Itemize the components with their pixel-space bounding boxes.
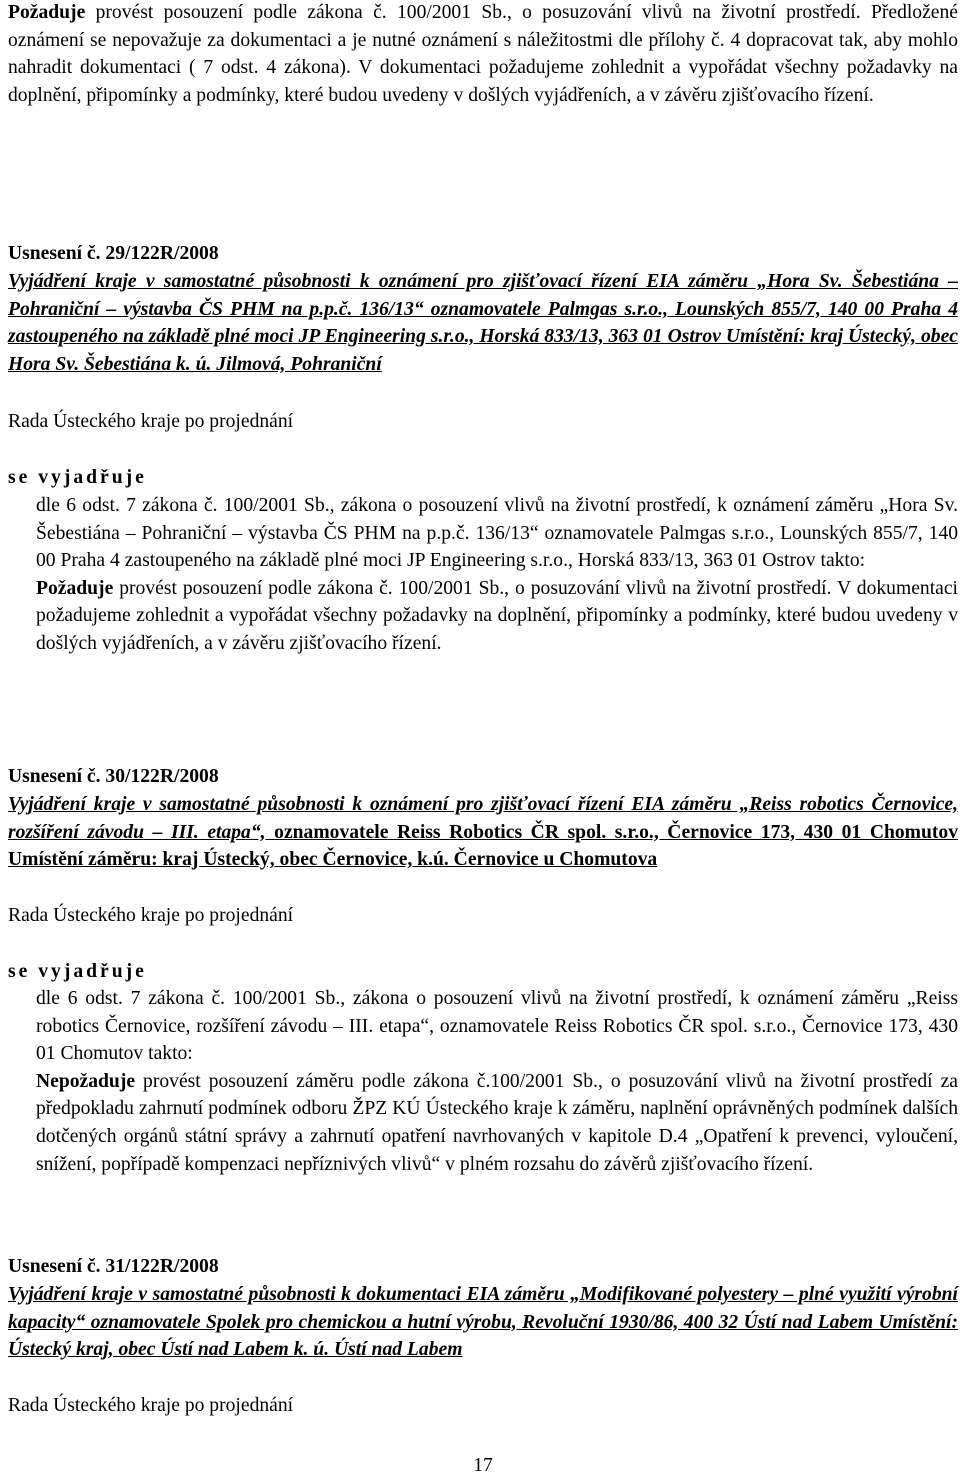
resolution-body-text: dle 6 odst. 7 zákona č. 100/2001 Sb., zákona o posouzení vlivů na životní prostředí, k oznámení záměru „Hora Sv. Šebestiána – Pohraniční – výstavba ČS PHM na p.p.č. 136/13“ oznamovatele Palmgas s.r.o., Lounských 855/7, 140 00 Praha 4 zastoupeného na základě plné moci JP Engineering s.r.o., Horská 833/13, 363 01 Ostrov takto: — [36, 495, 958, 572]
resolution-decision — [36, 575, 958, 658]
intro-paragraph — [8, 0, 958, 109]
resolution-title — [8, 791, 958, 874]
decision-text: provést posouzení záměru podle zákona č.100/2001 Sb., o posuzování vlivů na životní prostředí za předpokladu zahrnutí podmínek odboru ŽPZ KÚ Ústeckého kraje k záměru, naplnění oprávněných podmínek dalších dotčených orgánů státní správy a zahrnutí opatření navrhovaných v kapitole D.4 „Opatření k prevenci, vyloučení, snížení, popřípadě kompenzaci nepříznivých vlivů“ v plném rozsahu do závěrů zjišťovacího řízení. — [36, 1070, 958, 1175]
resolution-body — [36, 985, 958, 1178]
decision-lead: Požaduje — [36, 577, 114, 599]
decision-lead: Nepožaduje — [36, 1070, 136, 1092]
resolution-title-bold: oznamovatele Reiss Robotics ČR spol. s.r.o., Černovice 173, 430 01 Chomutov Umístění záměru: kraj Ústecký, obec Černovice, k.ú. Černovice u Chomutova — [8, 821, 959, 871]
resolution-body-text: dle 6 odst. 7 zákona č. 100/2001 Sb., zákona o posouzení vlivů na životní prostředí, k oznámení záměru „Reiss robotics Černovice, rozšíření závodu – III. etapa“, oznamovatele Reiss Robotics ČR spol. s.r.o., Černovice 173, 430 01 Chomutov takto: — [36, 988, 958, 1065]
council-line: Rada Ústeckého kraje po projednání — [8, 1395, 294, 1416]
resolution-decision — [36, 1068, 958, 1178]
resolution-number: Usnesení č. 30/122R/2008 — [8, 766, 219, 787]
council-line: Rada Ústeckého kraje po projednání — [8, 905, 294, 926]
resolution-title-italic: Vyjádření kraje v samostatné působnosti k oznámení pro zjišťovací řízení EIA záměru „Reiss robotics Černovice, rozšíření závodu – III. etapa“, — [8, 794, 958, 843]
page-number: 17 — [473, 1455, 493, 1476]
intro-text: provést posouzení podle zákona č. 100/2001 Sb., o posuzování vlivů na životní prostředí. Předložené oznámení se nepovažuje za dokumentaci a je nutné oznámení s náležitostmi dle přílohy č. 4 dopracovat tak, aby mohlo nahradit dokumentaci ( 7 odst. 4 zákona). V dokumentaci požadujeme zohlednit a vypořádat všechny požadavky na doplnění, připomínky a podmínky, které budou uvedeny v došlých vyjádřeních, a v závěru zjišťovacího řízení. — [8, 2, 958, 106]
decision-text: provést posouzení podle zákona č. 100/2001 Sb., o posuzování vlivů na životní prostředí. V dokumentaci požadujeme zohlednit a vypořádat všechny požadavky na doplnění, připomínky a podmínky, které budou uvedeny v došlých vyjádřeních, a v závěru zjišťovacího řízení. — [36, 577, 958, 654]
resolution-title: Vyjádření kraje v samostatné působnosti k dokumentaci EIA záměru „Modifikované polyestery – plné využití výrobní kapacity“ oznamovatele Spolek pro chemickou a hutní výrobu, Revoluční 1930/86, 400 32 Ústí nad Labem Umístění: Ústecký kraj, obec Ústí nad Labem k. ú. Ústí nad Labem — [8, 1284, 958, 1361]
resolution-verb: se vyjadřuje — [8, 961, 147, 982]
resolution-title: Vyjádření kraje v samostatné působnosti k oznámení pro zjišťovací řízení EIA záměru „Hora Sv. Šebestiána – Pohraniční – výstavba ČS PHM na p.p.č. 136/13“ oznamovatele Palmgas s.r.o., Lounských 855/7, 140 00 Praha 4 zastoupeného na základě plné moci JP Engineering s.r.o., Horská 833/13, 363 01 Ostrov Umístění: kraj Ústecký, obec Hora Sv. Šebestiána k. ú. Jilmová, Pohraniční — [8, 271, 958, 375]
intro-lead: Požaduje — [8, 2, 86, 23]
resolution-body — [36, 492, 958, 658]
resolution-verb: se vyjadřuje — [8, 467, 147, 488]
resolution-number: Usnesení č. 29/122R/2008 — [8, 243, 219, 264]
resolution-number: Usnesení č. 31/122R/2008 — [8, 1256, 219, 1277]
council-line: Rada Ústeckého kraje po projednání — [8, 411, 294, 432]
